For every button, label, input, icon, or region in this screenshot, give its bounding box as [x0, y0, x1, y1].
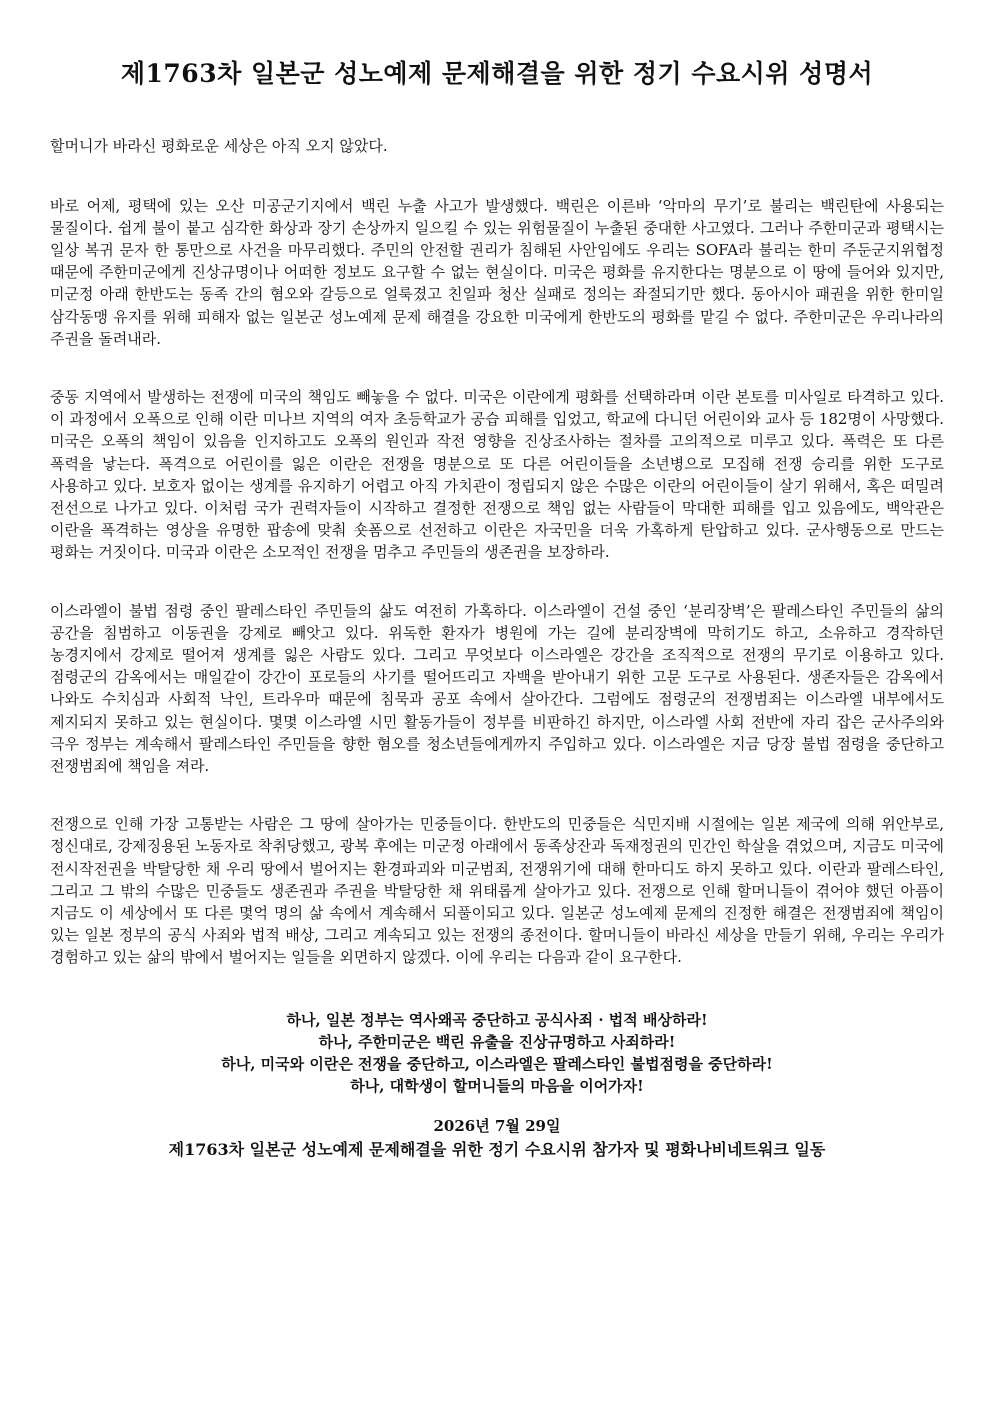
paragraph-middle-east: 중동 지역에서 발생하는 전쟁에 미국의 책임도 빼놓을 수 없다. 미국은 이란에게 평화를 선택하라며 이란 본토를 미사일로 타격하고 있다. 이 과정에서 오폭으로 인해 이란 미나브 지역의 여자 초등학교가 공습 피해를 입었고, 학교에 다니던 어린이와 교사 등 182명이 사망했다. 미국은 오폭의 책임이 있음을 인지하고도 오폭의 원인과 작전 영향을 진상조사하는 절차를 고의적으로 미루고 있다. 폭력은 또 다른 폭력을 낳는다. 폭격으로 어린이를 잃은 이란은 전쟁을 명분으로 또 다른 어린이들을 소년병으로 모집해 전쟁 승리를 위한 도구로 사용하고 있다. 보호자 없이는 생계를 유지하기 어렵고 아직 가치관이 정립되지 않은 수많은 이란의 어린이들이 살기 위해서, 혹은 떠밀려 전선으로 나가고 있다. 이처럼 국가 권력자들이 시작하고 결정한 전쟁으로 책임 없는 사람들이 막대한 피해를 입고 있음에도, 백악관은 이란을 폭격하는 영상을 유명한 팝송에 맞춰 숏폼으로 선전하고 이란은 자국민을 더욱 가혹하게 탄압하고 있다. 군사행동으로 만드는 평화는 거짓이다. 미국과 이란은 소모적인 전쟁을 멈추고 주민들의 생존권을 보장하라.: [50, 387, 944, 562]
paragraph-palestine: 이스라엘이 불법 점령 중인 팔레스타인 주민들의 삶도 여전히 가혹하다. 이스라엘이 건설 중인 ‘분리장벽’은 팔레스타인 주민들의 삶의 공간을 침범하고 이동권을 강제로 빼앗고 있다. 위독한 환자가 병원에 가는 길에 분리장벽에 막히기도 하고, 소유하고 경작하던 농경지에서 강제로 떨어져 생계를 잃은 사람도 있다. 그리고 무엇보다 이스라엘은 강간을 조직적으로 전쟁의 무기로 이용하고 있다. 점령군의 감옥에서는 매일같이 강간이 포로들의 사기를 떨어뜨리고 자백을 받아내기 위한 고문 도구로 사용된다. 생존자들은 감옥에서 나와도 수치심과 사회적 낙인, 트라우마 때문에 침묵과 공포 속에서 살아간다. 그럼에도 점령군의 전쟁범죄는 이스라엘 내부에서도 제지되지 못하고 있는 현실이다. 몇몇 이스라엘 시민 활동가들이 정부를 비판하긴 하지만, 이스라엘 사회 전반에 자리 잡은 군사주의와 극우 정부는 계속해서 팔레스타인 주민들을 향한 혐오를 청소년들에게까지 주입하고 있다. 이스라엘은 지금 당장 불법 점령을 중단하고 전쟁범죄에 책임을 져라.: [50, 601, 944, 775]
demand-item: 하나, 미국와 이란은 전쟁을 중단하고, 이스라엘은 팔레스타인 불법점령을 중단하라!: [221, 1054, 773, 1073]
signature-block: [50, 1115, 944, 1161]
lead-sentence: 할머니가 바라신 평화로운 세상은 아직 오지 않았다.: [50, 136, 388, 155]
demands-list: [50, 1009, 944, 1097]
statement-document: [50, 58, 944, 1161]
statement-date: 2026년 7월 29일: [433, 1116, 561, 1135]
demand-item: 하나, 주한미군은 백린 유출을 진상규명하고 사죄하라!: [318, 1032, 676, 1051]
statement-signer: 제1763차 일본군 성노예제 문제해결을 위한 정기 수요시위 참가자 및 평화나비네트워크 일동: [168, 1139, 826, 1159]
paragraph-us-forces-korea: 바로 어제, 평택에 있는 오산 미공군기지에서 백린 누출 사고가 발생했다. 백린은 이른바 ‘악마의 무기’로 불리는 백린탄에 사용되는 물질이다. 쉽게 불이 붙고 심각한 화상과 장기 손상까지 일으킬 수 있는 위험물질이 누출된 중대한 사고였다. 그러나 주한미군과 평택시는 일상 복귀 문자 한 통만으로 사건을 마무리했다. 주민의 안전할 권리가 침해된 사안임에도 우리는 SOFA라 불리는 한미 주둔군지위협정 때문에 주한미군에게 진상규명이나 어떠한 정보도 요구할 수 없는 현실이다. 미국은 평화를 유지한다는 명분으로 이 땅에 들어와 있지만, 미군정 아래 한반도는 동족 간의 혐오와 갈등으로 얼룩졌고 친일파 청산 실패로 정의는 좌절되기만 했다. 동아시아 패권을 위한 한미일 삼각동맹 유지를 위해 피해자 없는 일본군 성노예제 문제 해결을 강요한 미국에게 한반도의 평화를 맡길 수 없다. 주한미군은 우리나라의 주권을 돌려내라.: [50, 196, 944, 348]
document-title: 제1763차 일본군 성노예제 문제해결을 위한 정기 수요시위 성명서: [120, 59, 874, 88]
demand-item: 하나, 대학생이 할머니들의 마음을 이어가자!: [350, 1076, 644, 1095]
paragraph-conclusion: 전쟁으로 인해 가장 고통받는 사람은 그 땅에 살아가는 민중들이다. 한반도의 민중들은 식민지배 시절에는 일본 제국에 의해 위안부로, 정신대로, 강제징용된 노동자로 착취당했고, 광복 후에는 미군정 아래에서 동족상잔과 독재정권의 민간인 학살을 겪었으며, 지금도 미국에 전시작전권을 박탈당한 채 우리 땅에서 벌어지는 환경파괴와 미군범죄, 전쟁위기에 대해 한마디도 하지 못하고 있다. 이란과 팔레스타인, 그리고 그 밖의 수많은 민중들도 생존권과 주권을 박탈당한 채 위태롭게 살아가고 있다. 전쟁으로 인해 할머니들이 겪어야 했던 아픔이 지금도 이 세상에서 또 다른 몇억 명의 삶 속에서 계속해서 되풀이되고 있다. 일본군 성노예제 문제의 진정한 해결은 전쟁범죄에 책임이 있는 일본 정부의 공식 사죄와 법적 배상, 그리고 계속되고 있는 전쟁의 종전이다. 할머니들이 바라신 세상을 만들기 위해, 우리는 우리가 경험하고 있는 삶의 밖에서 벌어지는 일들을 외면하지 않겠다. 이에 우리는 다음과 같이 요구한다.: [50, 815, 944, 967]
demand-item: 하나, 일본 정부는 역사왜곡 중단하고 공식사죄 · 법적 배상하라!: [286, 1010, 708, 1029]
